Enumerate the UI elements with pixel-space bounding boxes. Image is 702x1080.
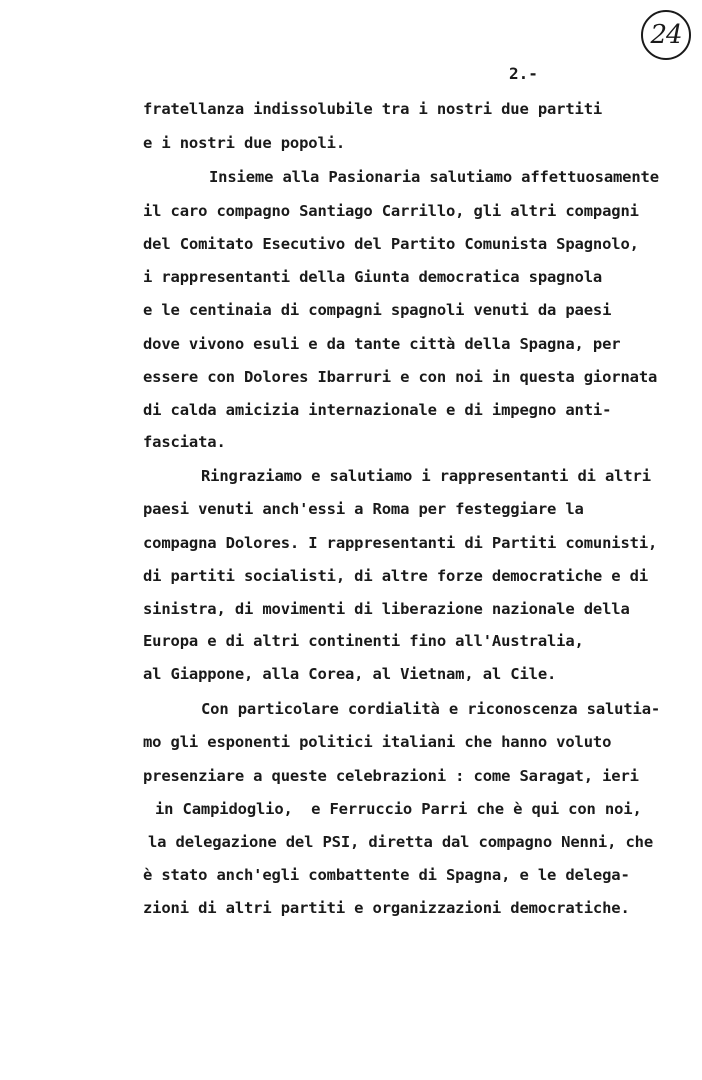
text-line: presenziare a queste celebrazioni : come Saragat, ieri bbox=[143, 767, 639, 785]
text-line: essere con Dolores Ibarruri e con noi in questa giornata bbox=[143, 368, 658, 386]
page-number: 2.- bbox=[509, 64, 538, 83]
text-line: Ringraziamo e salutiamo i rappresentanti di altri bbox=[201, 467, 651, 485]
text-line: i rappresentanti della Giunta democratica spagnola bbox=[143, 268, 603, 286]
text-line: in Campidoglio, e Ferruccio Parri che è qui con noi, bbox=[155, 800, 642, 818]
text-line: compagna Dolores. I rappresentanti di Partiti comunisti, bbox=[143, 534, 658, 552]
stamp-number: 24 bbox=[650, 20, 682, 50]
text-line: di partiti socialisti, di altre forze democratiche e di bbox=[143, 567, 648, 585]
text-line: fasciata. bbox=[143, 433, 226, 451]
text-line: è stato anch'egli combattente di Spagna, e le delega- bbox=[143, 866, 630, 884]
text-line: dove vivono esuli e da tante città della Spagna, per bbox=[143, 335, 621, 353]
text-line: paesi venuti anch'essi a Roma per festeggiare la bbox=[143, 500, 584, 518]
text-line: il caro compagno Santiago Carrillo, gli altri compagni bbox=[143, 202, 639, 220]
text-line: e i nostri due popoli. bbox=[143, 134, 345, 152]
text-line: Insieme alla Pasionaria salutiamo affettuosamente bbox=[209, 168, 659, 186]
text-line: di calda amicizia internazionale e di impegno anti- bbox=[143, 401, 612, 419]
text-line: la delegazione del PSI, diretta dal compagno Nenni, che bbox=[148, 833, 653, 851]
text-line: del Comitato Esecutivo del Partito Comunista Spagnolo, bbox=[143, 235, 639, 253]
text-line: sinistra, di movimenti di liberazione nazionale della bbox=[143, 600, 630, 618]
text-line: al Giappone, alla Corea, al Vietnam, al Cile. bbox=[143, 665, 557, 683]
page-stamp bbox=[641, 10, 691, 60]
text-line: mo gli esponenti politici italiani che hanno voluto bbox=[143, 733, 612, 751]
text-line: fratellanza indissolubile tra i nostri due partiti bbox=[143, 100, 603, 118]
text-line: Europa e di altri continenti fino all'Australia, bbox=[143, 632, 584, 650]
text-line: zioni di altri partiti e organizzazioni democratiche. bbox=[143, 899, 630, 917]
text-line: Con particolare cordialità e riconoscenza salutia- bbox=[201, 700, 661, 718]
text-line: e le centinaia di compagni spagnoli venuti da paesi bbox=[143, 301, 612, 319]
